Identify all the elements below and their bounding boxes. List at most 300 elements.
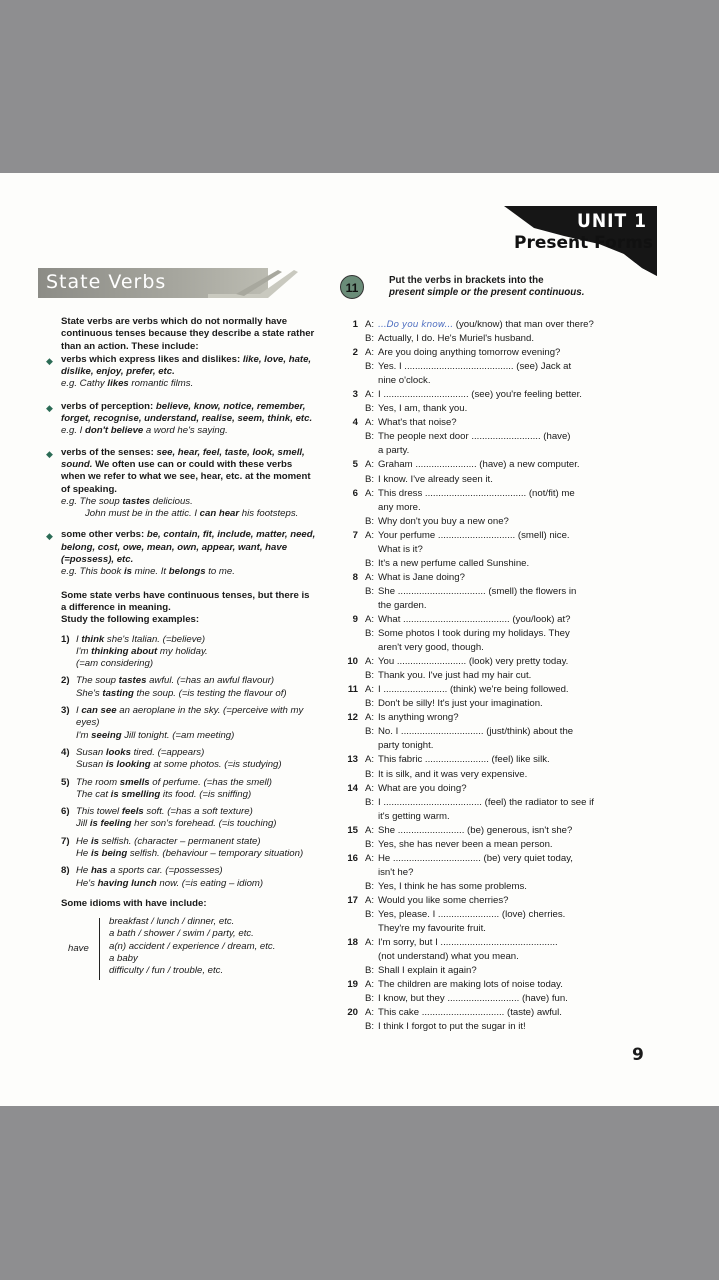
bullet-lead: verbs of perception:: [61, 400, 156, 412]
speaker-label: A:: [365, 459, 375, 471]
example-text: I'm: [76, 729, 92, 741]
example-line: [76, 836, 303, 848]
exercise-item-number: [340, 641, 365, 655]
example-verb: thinking about: [91, 645, 158, 657]
example-text: Susan: [76, 746, 106, 758]
dialogue-text: What are you doing?: [378, 782, 467, 794]
example-text: e.g. I: [61, 425, 85, 437]
speaker-label: A:: [365, 319, 375, 330]
example-text: He's: [76, 877, 98, 889]
speaker-label: A:: [365, 979, 375, 991]
speaker-label: [365, 641, 378, 655]
exercise-line: [340, 543, 625, 557]
example-answer: ...Do you know...: [378, 320, 454, 330]
speaker-label: B:: [365, 515, 375, 527]
example-text: my holiday.: [157, 645, 208, 657]
dialogue-text-part: (you/know) that man over there?: [453, 319, 594, 330]
speaker-label: A:: [365, 487, 375, 499]
exercise-item-number: [340, 585, 365, 599]
example-text: her son's forehead. (=is touching): [131, 818, 277, 830]
speaker-label: B:: [365, 698, 375, 710]
example-verb: is being: [90, 847, 128, 859]
exercise-line: [340, 922, 625, 936]
example-verb: smells: [119, 776, 150, 788]
example-line: [76, 848, 303, 860]
unit-label: UNIT 1: [576, 210, 647, 232]
exercise-line: [340, 388, 625, 402]
example-body: [76, 865, 263, 890]
dialogue-text: [378, 318, 625, 332]
exercise-line: [340, 782, 625, 796]
exercise-item-number: 4: [352, 417, 358, 429]
example-body: [76, 705, 317, 742]
example-verb: think: [81, 633, 105, 645]
example-text: He: [76, 835, 91, 847]
example-text: She's: [76, 687, 103, 699]
speaker-label: B:: [365, 473, 375, 485]
example-number: 3): [61, 705, 70, 717]
exercise-item-number: 15: [347, 824, 358, 836]
example-line: [76, 759, 282, 771]
dialogue-text: Actually, I do. He's Muriel's husband.: [378, 333, 534, 345]
bullet-senses: [46, 446, 317, 521]
exercise-item-number: [340, 402, 365, 416]
brush-stroke-icon: [208, 268, 298, 300]
example-text: He: [76, 847, 91, 859]
dialogue-text: Your perfume ............................. (smell) nice.: [378, 529, 570, 541]
examples-list: [61, 634, 317, 890]
bullet-words: like, love, hate, dislike, enjoy, prefer, etc.: [61, 353, 312, 378]
dialogue-text: It's a new perfume called Sunshine.: [378, 557, 530, 569]
example-verb: having lunch: [97, 877, 157, 889]
dialogue-text: a party.: [378, 445, 410, 457]
idiom-item: difficulty / fun / trouble, etc.: [109, 965, 224, 977]
speaker-label: [365, 501, 378, 515]
exercise-line: [340, 697, 625, 711]
dialogue-text: This fabric ........................ (feel) like silk.: [378, 754, 550, 766]
speaker-label: B:: [365, 403, 375, 415]
example-number: 7): [61, 835, 70, 847]
dialogue-text: Yes, I am, thank you.: [378, 403, 468, 415]
exercise-item-number: [340, 992, 365, 1006]
exercise-line: [340, 810, 625, 824]
page-number: 9: [632, 1045, 644, 1065]
example-line: [76, 730, 317, 742]
example-text: she's Italian. (=believe): [104, 633, 206, 645]
dialogue-text: What is Jane doing?: [378, 571, 465, 583]
example-line: [76, 747, 282, 759]
speaker-label: [365, 810, 378, 824]
exercise-item-number: 19: [347, 979, 358, 991]
exercise-item-number: [340, 515, 365, 529]
example-item: [61, 836, 317, 861]
speaker-label: A:: [365, 852, 375, 864]
speaker-label: A:: [365, 529, 375, 541]
exercise-line: [340, 501, 625, 515]
diamond-bullet-icon: ◆: [46, 531, 53, 542]
exercise-line: [340, 571, 625, 585]
exercise-item-number: [340, 725, 365, 739]
exercise-item-number: [340, 599, 365, 613]
example-text: Jill tonight. (=am meeting): [121, 729, 235, 741]
dialogue-text: Why don't you buy a new one?: [378, 515, 509, 527]
dialogue-text: The people next door .......................... (have): [378, 431, 571, 443]
exercise-line: [340, 557, 625, 571]
example-text: to me.: [205, 566, 235, 578]
dialogue-text: aren't very good, though.: [378, 642, 484, 654]
dialogue-text: Yes, she has never been a mean person.: [378, 838, 553, 850]
speaker-label: A:: [365, 937, 375, 949]
example-body: [76, 836, 303, 861]
exercise-item-number: 7: [352, 529, 358, 541]
example-item: [61, 634, 317, 671]
example-text: soft. (=has a soft texture): [143, 806, 253, 818]
example-text: selfish. (behaviour – temporary situation): [127, 847, 304, 859]
study-heading: Study the following examples:: [61, 614, 200, 626]
exercise-item-number: 12: [347, 712, 358, 724]
dialogue-text: I'm sorry, but I ............................................: [378, 937, 558, 949]
idioms-heading: Some idioms with have include:: [61, 897, 207, 909]
dialogue-text: nine o'clock.: [378, 375, 431, 387]
exercise-item-number: 2: [352, 347, 358, 359]
instruction-line: present simple or the present continuous.: [389, 286, 585, 298]
dialogue-text: She ......................... (be) generous, isn't she?: [378, 824, 573, 836]
exercise-item-number: 14: [347, 782, 358, 794]
exercise-instructions: [389, 275, 584, 298]
exercise-item-number: [340, 950, 365, 964]
speaker-label: B:: [365, 768, 375, 780]
speaker-label: A:: [365, 684, 375, 696]
example-body: [76, 777, 272, 802]
bullet-perception: [46, 400, 317, 438]
example-text: I: [76, 633, 82, 645]
unit-banner: [504, 206, 657, 278]
dialogue-text: the garden.: [378, 599, 427, 611]
exercise-line: [340, 838, 625, 852]
example-verb: don't believe: [85, 425, 144, 437]
dialogue-text: It is silk, and it was very expensive.: [378, 768, 528, 780]
exercise-line: [340, 487, 625, 501]
exercise-line: [340, 908, 625, 922]
example-item: [61, 865, 317, 890]
example-line: [76, 634, 208, 646]
exercise-line: [340, 599, 625, 613]
example-verb: has: [90, 865, 108, 877]
exercise-item-number: [340, 360, 365, 374]
dialogue-text: I know. I've already seen it.: [378, 473, 493, 485]
example-text: This towel: [76, 806, 122, 818]
example-text: John must be in the attic. I: [85, 508, 200, 520]
exercise-item-number: [340, 473, 365, 487]
speaker-label: A:: [365, 571, 375, 583]
dialogue-text: I know, but they ........................... (have) fun.: [378, 993, 568, 1005]
exercise-item-number: 20: [347, 1007, 358, 1019]
dialogue-text: Some photos I took during my holidays. They: [378, 628, 570, 640]
speaker-label: B:: [365, 557, 375, 569]
exercise-item-number: [340, 627, 365, 641]
dialogue-text: Yes, please. I ....................... (love) cherries.: [378, 908, 566, 920]
exercise-line: [340, 711, 625, 725]
diamond-bullet-icon: ◆: [46, 448, 53, 459]
exercise-line: [340, 796, 625, 810]
speaker-label: B:: [365, 431, 375, 443]
bullet-lead: verbs of the senses:: [61, 446, 157, 458]
example-number: 8): [61, 865, 70, 877]
speaker-label: A:: [365, 389, 375, 401]
bullet-lead: some other verbs:: [61, 529, 147, 541]
exercise-line: [340, 346, 625, 360]
speaker-label: [365, 866, 378, 880]
example-verb: seeing: [91, 729, 122, 741]
example-text: a sports car. (=possesses): [107, 865, 223, 877]
exercise-item-number: 3: [352, 389, 358, 401]
dialogue-text: He ................................. (be) very quiet today,: [378, 852, 573, 864]
exercise-item-number: [340, 669, 365, 683]
speaker-label: B:: [365, 993, 375, 1005]
example-text: Susan: [76, 759, 106, 771]
speaker-label: B:: [365, 965, 375, 977]
example-verb: tastes: [122, 495, 151, 507]
diamond-bullet-icon: ◆: [46, 402, 53, 413]
exercise-line: [340, 950, 625, 964]
exercise-item-number: 17: [347, 894, 358, 906]
example-item: [61, 705, 317, 742]
example-text: He: [76, 865, 91, 877]
textbook-page: [0, 173, 719, 1106]
speaker-label: B:: [365, 796, 375, 808]
exercise-line: [340, 669, 625, 683]
diamond-bullet-icon: ◆: [46, 355, 53, 366]
exercise-line: [340, 627, 625, 641]
idiom-item: a baby: [109, 953, 138, 965]
dialogue-text: any more.: [378, 501, 421, 513]
example-line: [76, 865, 263, 877]
state-verbs-column: [46, 316, 317, 980]
example-text: of perfume. (=has the smell): [149, 776, 272, 788]
exercise-line: [340, 992, 625, 1006]
speaker-label: B:: [365, 726, 375, 738]
exercise-item-number: [340, 922, 365, 936]
example-text: at some photos. (=is studying): [150, 759, 282, 771]
exercise-line: [340, 824, 625, 838]
dialogue-text: What is it?: [378, 543, 423, 555]
exercise-item-number: [340, 444, 365, 458]
exercise-item-number: [340, 1020, 365, 1034]
speaker-label: B:: [365, 880, 375, 892]
speaker-label: A:: [365, 656, 375, 668]
exercise-line: [340, 430, 625, 444]
example-text: I'm: [76, 645, 92, 657]
example-verb: belongs: [168, 566, 206, 578]
example-body: [76, 634, 208, 671]
example-text: delicious.: [150, 495, 193, 507]
speaker-label: [365, 444, 378, 458]
example-body: [76, 806, 276, 831]
example-line: [76, 789, 272, 801]
dialogue-text: Would you like some cherries?: [378, 894, 509, 906]
dialogue-text: They're my favourite fruit.: [378, 923, 486, 935]
example-line: (=am considering): [76, 658, 154, 670]
example-item: [61, 747, 317, 772]
example-verb: can hear: [199, 508, 240, 520]
example-item: [61, 806, 317, 831]
example-text: an aeroplane in the sky. (=perceive with my eyes): [76, 705, 304, 729]
dialogue-text: I ..................................... (feel) the radiator to see if: [378, 796, 594, 808]
speaker-label: [365, 599, 378, 613]
example-number: 5): [61, 776, 70, 788]
example-item: [61, 777, 317, 802]
exercise-item-number: 11: [347, 684, 358, 696]
example-text: The soup: [76, 675, 119, 687]
speaker-label: A:: [365, 417, 375, 429]
exercise-item-number: [340, 838, 365, 852]
exercise-line: [340, 768, 625, 782]
dialogue-text: Don't be silly! It's just your imagination.: [378, 698, 543, 710]
idiom-item: a bath / shower / swim / party, etc.: [109, 928, 254, 940]
bullet-words: see, hear, feel, taste, look, smell, sound.: [61, 446, 305, 470]
speaker-label: B:: [365, 585, 375, 597]
dialogue-text: Yes. I ......................................... (see) Jack at: [378, 361, 572, 373]
dialogue-text: What's that noise?: [378, 417, 457, 429]
dialogue-text: No. I ............................... (just/think) about the: [378, 726, 574, 738]
exercise-item-number: [340, 332, 365, 346]
dialogue-text: Graham ....................... (have) a new computer.: [378, 459, 580, 471]
intro-text: State verbs are verbs which do not normally have continuous tenses because they describe a state rather than an action. These include:: [61, 316, 315, 352]
exercise-item-number: [340, 557, 365, 571]
example-body: [76, 747, 282, 772]
dialogue-text: it's getting warm.: [378, 810, 450, 822]
example-text: romantic films.: [128, 378, 194, 390]
speaker-label: A:: [365, 754, 375, 766]
example-text: The room: [76, 776, 120, 788]
speaker-label: A:: [365, 1007, 375, 1019]
speaker-label: A:: [365, 894, 375, 906]
idioms-bracket: [99, 918, 101, 980]
exercise-item-number: 18: [347, 937, 358, 949]
exercise-item-number: [340, 501, 365, 515]
example-line: [76, 675, 287, 687]
exercise-line: [340, 880, 625, 894]
example-body: [76, 675, 287, 700]
exercise-item-number: [340, 697, 365, 711]
bullet-other-verbs: [46, 529, 317, 578]
bullet-tail: We often use can or could with these verbs when we refer to what we see, hear, etc. at the moment of speaking.: [61, 458, 311, 495]
exercise-item-number: [340, 374, 365, 388]
exercise-line: [340, 515, 625, 529]
speaker-label: B:: [365, 333, 375, 345]
speaker-label: [365, 374, 378, 388]
exercise-line: [340, 416, 625, 430]
dialogue-text: Shall I explain it again?: [378, 965, 477, 977]
exercise-line: [340, 613, 625, 627]
exercise-line: [340, 1020, 625, 1034]
dialogue-text: Yes, I think he has some problems.: [378, 880, 527, 892]
exercise-line: [340, 725, 625, 739]
example-verb: can see: [81, 705, 117, 717]
example-text: The cat: [76, 788, 111, 800]
example-verb: looks: [105, 746, 131, 758]
dialogue-text: (not understand) what you mean.: [378, 951, 519, 963]
speaker-label: B:: [365, 838, 375, 850]
exercise-item-number: 13: [347, 754, 358, 766]
speaker-label: B:: [365, 628, 375, 640]
exercise-line: [340, 753, 625, 767]
exercise-line: [340, 374, 625, 388]
exercise-line: [340, 1006, 625, 1020]
example-item: [61, 675, 317, 700]
dialogue-text: This dress ...................................... (not/fit) me: [378, 487, 575, 499]
example-number: 4): [61, 746, 70, 758]
example-line: [76, 777, 272, 789]
difference-intro: Some state verbs have continuous tenses, but there is a difference in meaning.: [61, 589, 310, 613]
exercise-line: [340, 852, 625, 866]
example-text: e.g. Cathy: [61, 378, 108, 390]
example-text: mine. It: [131, 566, 169, 578]
dialogue-text: You .......................... (look) very pretty today.: [378, 656, 569, 668]
example-text: e.g. The soup: [61, 495, 123, 507]
example-text: a word he's saying.: [143, 425, 228, 437]
example-line: [76, 705, 317, 730]
idioms-box: [61, 916, 317, 980]
dialogue-text: I think I forgot to put the sugar in it!: [378, 1021, 526, 1033]
example-verb: tasting: [102, 687, 134, 699]
exercise-item-number: [340, 543, 365, 557]
exercise-item-number: 8: [352, 571, 358, 583]
example-verb: is looking: [105, 759, 151, 771]
exercise-line: [340, 866, 625, 880]
bullet-words: be, contain, fit, include, matter, need, belong, cost, owe, mean, own, appear, want, have (=possess), etc.: [61, 529, 316, 566]
exercise-line: [340, 585, 625, 599]
exercise-line: [340, 641, 625, 655]
speaker-label: [365, 543, 378, 557]
example-line: [76, 646, 208, 658]
example-text: selfish. (character – permanent state): [98, 835, 261, 847]
speaker-label: [365, 950, 378, 964]
speaker-label: A:: [365, 782, 375, 794]
exercise-line: [340, 655, 625, 669]
example-verb: is smelling: [110, 788, 161, 800]
exercise-item-number: [340, 796, 365, 810]
exercise-item-number: 16: [347, 852, 358, 864]
dialogue-text: I ........................ (think) we're being followed.: [378, 684, 569, 696]
example-text: awful. (=has an awful flavour): [146, 675, 275, 687]
speaker-label: A:: [365, 613, 375, 625]
exercise-item-number: 6: [352, 487, 358, 499]
example-text: Jill: [76, 818, 90, 830]
example-text: its food. (=is sniffing): [160, 788, 252, 800]
exercise-line: [340, 360, 625, 374]
dialogue-text: She ................................. (smell) the flowers in: [378, 585, 577, 597]
dialogue-text: isn't he?: [378, 866, 414, 878]
example-line: [76, 818, 276, 830]
dialogue-text: Are you doing anything tomorrow evening?: [378, 347, 561, 359]
section-title: State Verbs: [46, 271, 167, 293]
idioms-list: [109, 916, 275, 977]
example-number: 2): [61, 675, 70, 687]
exercise-line: [340, 739, 625, 753]
exercise-line: [340, 332, 625, 346]
example-text: e.g. This book: [61, 566, 124, 578]
dialogue-text: What ........................................ (you/look) at?: [378, 613, 571, 625]
example-line: [76, 878, 263, 890]
exercise-line: [340, 473, 625, 487]
speaker-label: B:: [365, 361, 375, 373]
section-heading: [38, 268, 298, 300]
example-verb: tastes: [118, 675, 147, 687]
example-text: I: [76, 705, 82, 717]
exercise-line: [340, 458, 625, 472]
example-text: tired. (=appears): [130, 746, 205, 758]
